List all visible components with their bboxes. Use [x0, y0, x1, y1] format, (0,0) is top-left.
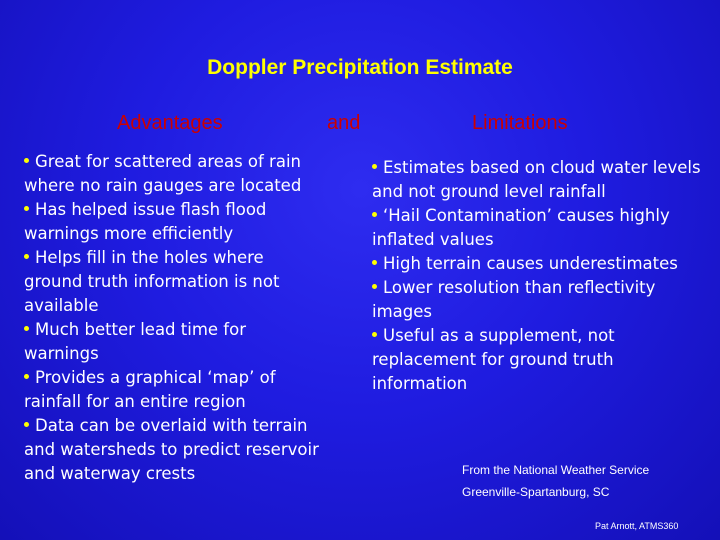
advantage-item [24, 318, 324, 366]
bullet-icon [24, 374, 29, 379]
and-header: and [327, 112, 361, 134]
advantage-text: Provides a graphical ‘map’ of rainfall for an entire region [24, 368, 276, 411]
slide-title: Doppler Precipitation Estimate [207, 56, 513, 79]
limitation-item [372, 276, 702, 324]
limitation-text: High terrain causes underestimates [383, 254, 678, 273]
limitation-text: ‘Hail Contamination’ causes highly inflated values [372, 206, 670, 249]
advantage-text: Great for scattered areas of rain where no rain gauges are located [24, 152, 302, 195]
limitations-list [372, 156, 702, 396]
limitation-text: Lower resolution than reflectivity images [372, 278, 656, 321]
bullet-icon [24, 254, 29, 259]
advantage-item [24, 246, 324, 318]
limitation-text: Useful as a supplement, not replacement for ground truth information [372, 326, 615, 393]
bullet-icon [372, 164, 377, 169]
advantage-text: Much better lead time for warnings [24, 320, 246, 363]
advantage-item [24, 150, 324, 198]
bullet-icon [372, 284, 377, 289]
source-line-1: From the National Weather Service [462, 463, 650, 477]
advantage-text: Has helped issue flash flood warnings more efficiently [24, 200, 267, 243]
author-credit: Pat Arnott, ATMS360 [595, 521, 679, 531]
limitation-item [372, 252, 702, 276]
advantages-list [24, 150, 324, 486]
bullet-icon [24, 158, 29, 163]
bullet-icon [24, 326, 29, 331]
limitation-item [372, 324, 702, 396]
advantage-item [24, 414, 324, 486]
limitation-text: Estimates based on cloud water levels and not ground level rainfall [372, 158, 701, 201]
bullet-icon [24, 206, 29, 211]
advantage-item [24, 198, 324, 246]
source-line-2: Greenville-Spartanburg, SC [462, 485, 610, 499]
bullet-icon [372, 212, 377, 217]
advantage-item [24, 366, 324, 414]
limitation-item [372, 204, 702, 252]
bullet-icon [24, 422, 29, 427]
advantage-text: Helps fill in the holes where ground truth information is not available [24, 248, 280, 315]
limitation-item [372, 156, 702, 204]
limitations-header: Limitations [472, 112, 568, 134]
advantages-header: Advantages [117, 112, 223, 134]
bullet-icon [372, 332, 377, 337]
advantage-text: Data can be overlaid with terrain and watersheds to predict reservoir and waterway crests [24, 416, 319, 483]
bullet-icon [372, 260, 377, 265]
